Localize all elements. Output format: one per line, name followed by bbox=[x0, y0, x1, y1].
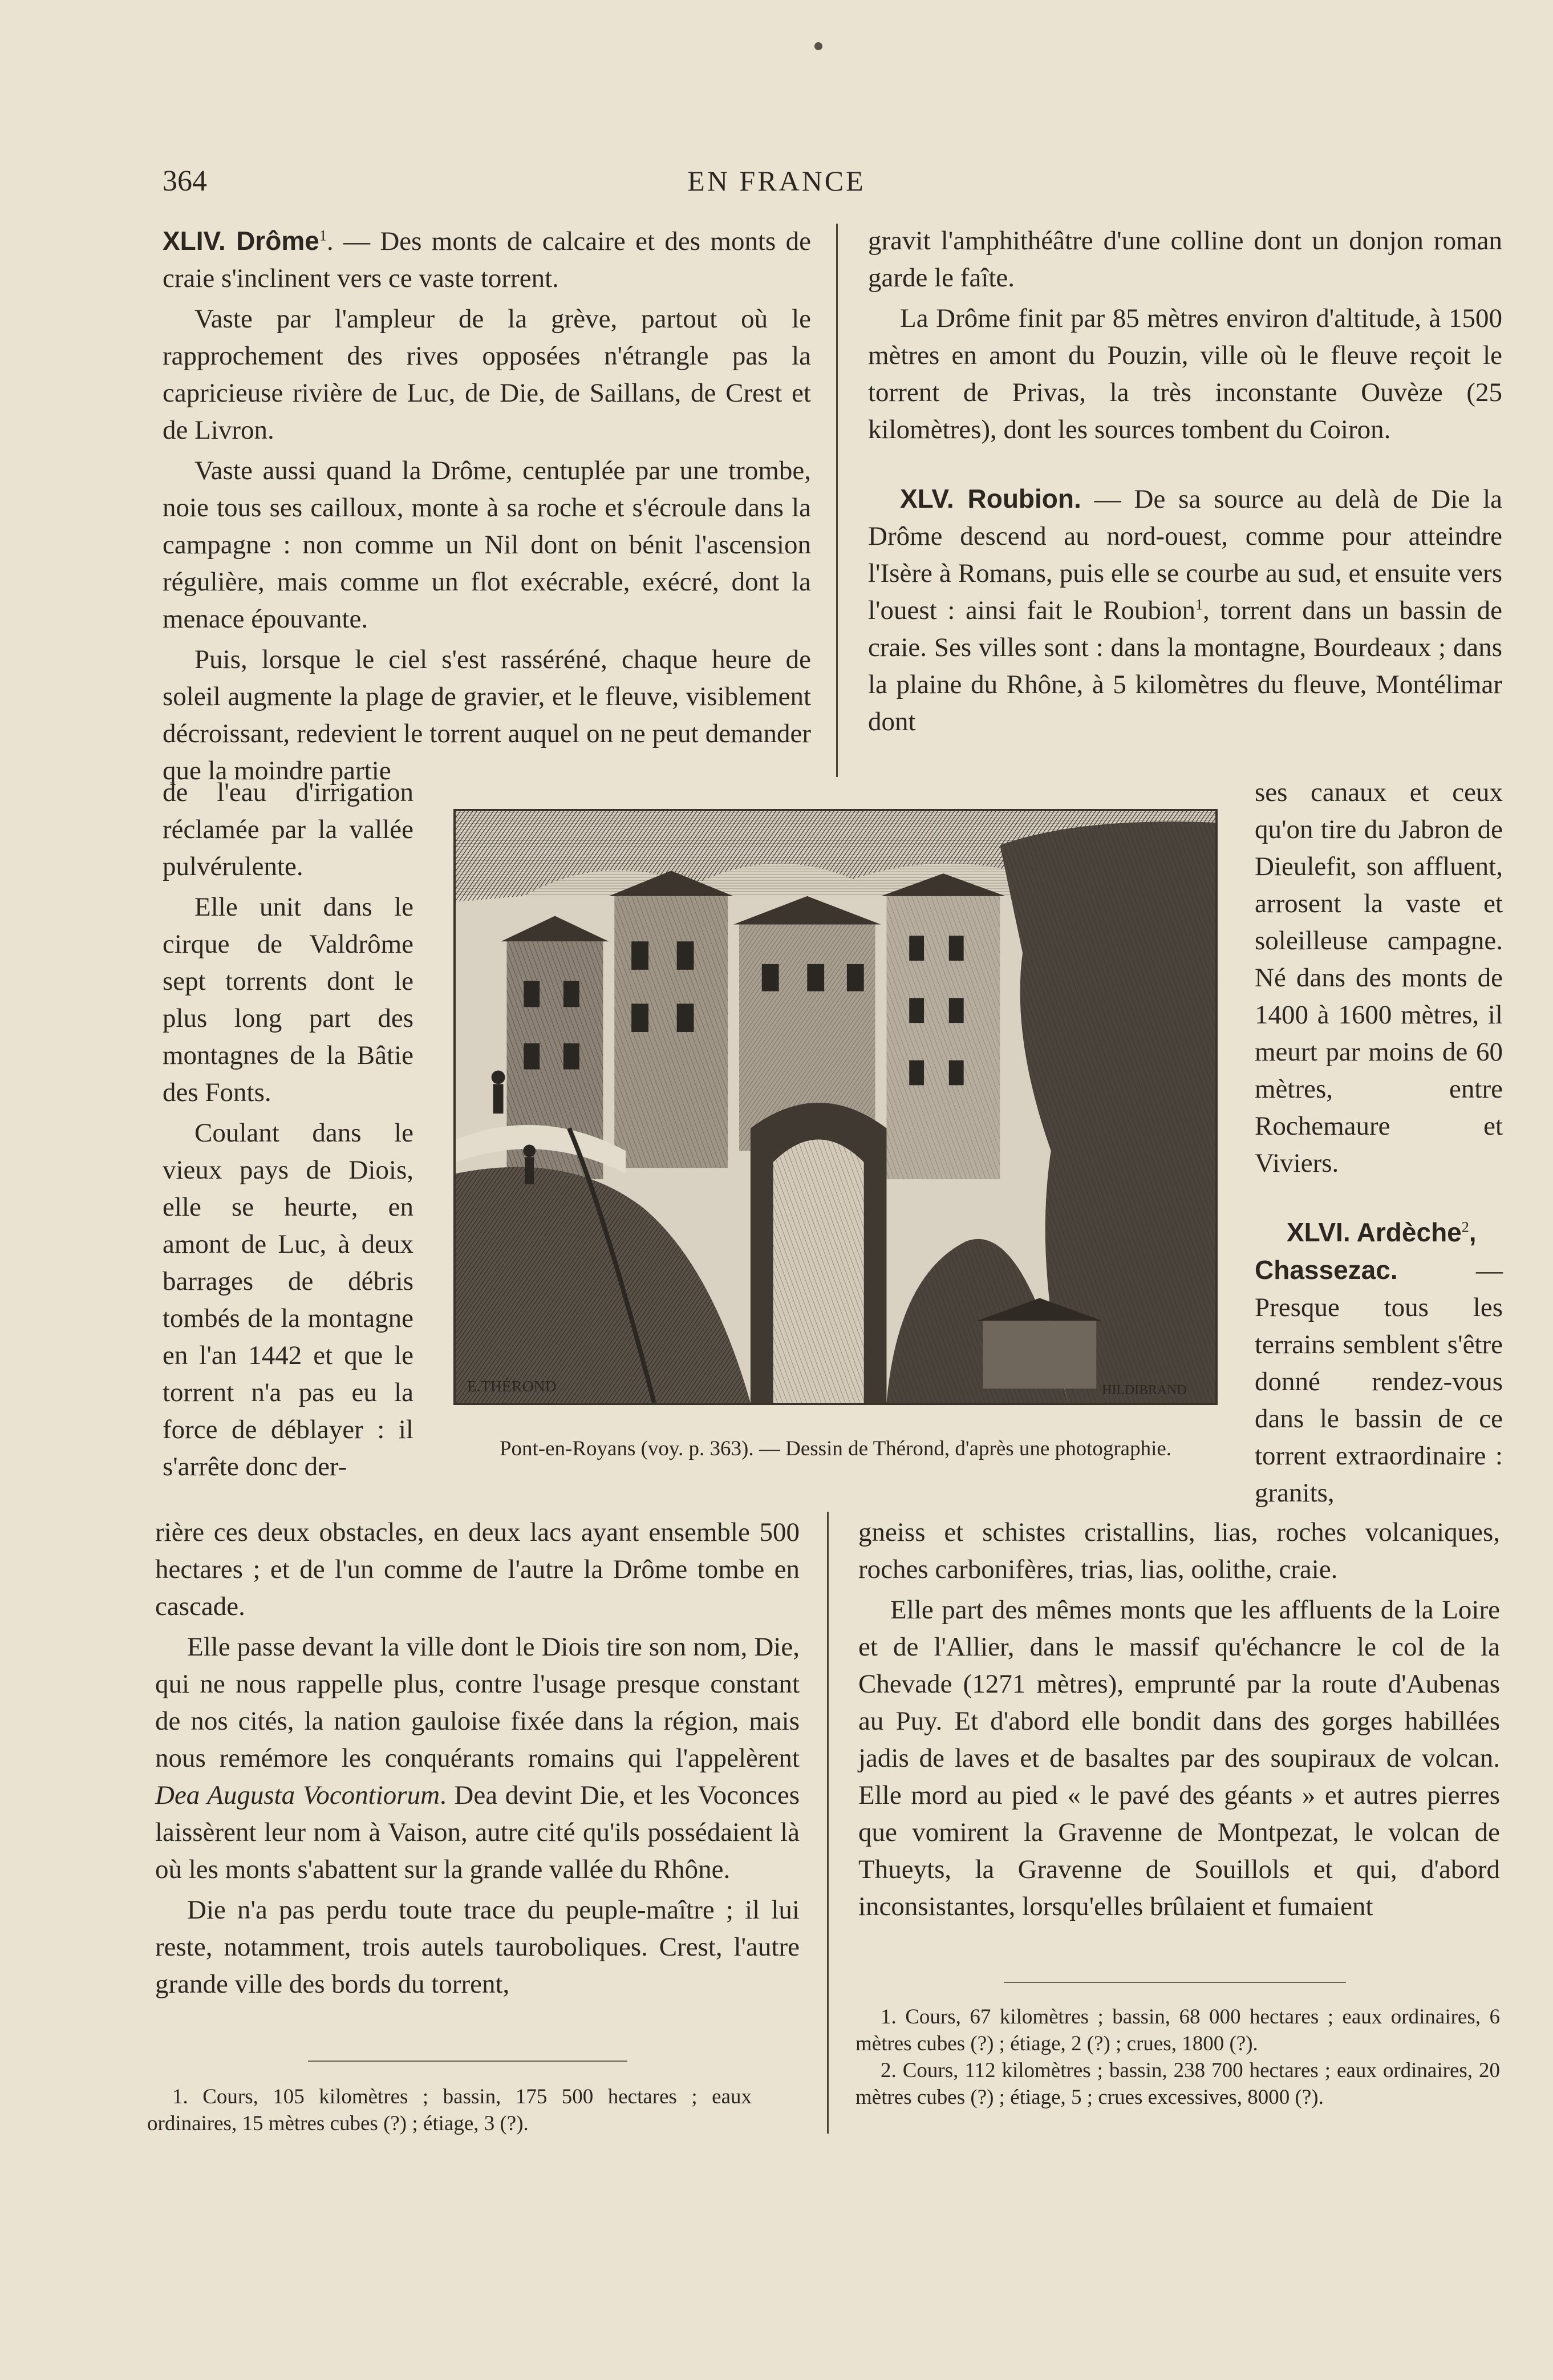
paragraph-text: — Presque tous les terrains semblent s'être donné rendez-vous dans le bassin de ce torrent extraordinaire : granits, bbox=[1255, 1256, 1503, 1508]
right-column-bottom bbox=[858, 1514, 1500, 1925]
footnotes-right bbox=[855, 2003, 1500, 2111]
paragraph: Vaste aussi quand la Drôme, centuplée par une trombe, noie tous ses cailloux, monte à sa roche et s'écroule dans la campagne : non comme un Nil dont on bénit l'ascension régulière, mais comme un flot exécrable, exécré, dont la menace épouvante. bbox=[163, 456, 811, 634]
latin-name: Dea Augusta Vocontiorum bbox=[155, 1780, 440, 1810]
paragraph: Vaste par l'ampleur de la grève, partout où le rapprochement des rives opposées n'étrangle pas la capricieuse rivière de Luc, de Die, de Saillans, de Crest et de Livron. bbox=[163, 304, 811, 445]
footnote-rule bbox=[308, 2061, 627, 2062]
footnote: 1. Cours, 105 kilomètres ; bassin, 175 500 hectares ; eaux ordinaires, 15 mètres cubes (?) ; étiage, 3 (?). bbox=[147, 2085, 752, 2135]
paragraph: Die n'a pas perdu toute trace du peuple-maître ; il lui reste, notamment, trois autels tauroboliques. Crest, l'autre grande ville des bords du torrent, bbox=[155, 1895, 800, 1999]
paragraph: Coulant dans le vieux pays de Diois, elle se heurte, en amont de Luc, à deux barrages de débris tombés de la montagne en l'an 1442 et que le torrent n'a pas eu la force de déblayer : il s'arrête donc der- bbox=[163, 1118, 413, 1482]
engraving-illustration bbox=[453, 809, 1218, 1405]
artist-signature: E.THÉROND bbox=[467, 1378, 557, 1396]
section-heading: XLVI. Ardèche bbox=[1287, 1217, 1462, 1247]
left-column-top bbox=[163, 222, 811, 790]
paragraph: XLVI. Ardèche$^2$, Chassezac. — Presque tous les terrains semblent s'être donné rendez-vous dans le bassin de ce torrent extraordinaire : granits, bbox=[1255, 1217, 1503, 1508]
print-mark bbox=[814, 42, 822, 50]
paragraph-text: . Dea devint Die, et les Voconces laissèrent leur nom à Vaison, autre cité qu'ils possédaient là où les monts s'abattent sur la grande vallée du Rhône. bbox=[155, 1780, 800, 1884]
paragraph: ses canaux et ceux qu'on tire du Jabron de Dieulefit, son affluent, arrosent la vaste et soleilleuse campagne. Né dans des monts de 1400 à 1600 mètres, il meurt par moins de 60 mètres, entre Rochemaure et Viviers. bbox=[1255, 778, 1503, 1178]
engraver-signature: HILDIBRAND bbox=[1102, 1383, 1187, 1398]
section-heading-2: Chassezac. bbox=[1255, 1255, 1398, 1285]
paragraph: rière ces deux obstacles, en deux lacs ayant ensemble 500 hectares ; et de l'un comme de l'autre la Drôme tombe en cascade. bbox=[155, 1517, 800, 1621]
column-rule bbox=[827, 1512, 829, 2134]
paragraph bbox=[155, 1629, 800, 1888]
paragraph: Elle part des mêmes monts que les affluents de la Loire et de l'Allier, dans le massif qu'échancre le col de la Chevade (1271 mètres), emprunté par la route d'Aubenas au Puy. Et d'abord elle bondit dans des gorges habillées jadis de laves et de basaltes par des soupiraux de volcan. Elle mord au pied « le pavé des géants » et autres pierres que vomirent la Gravenne de Montpezat, le volcan de Thueyts, la Gravenne de Souillols et qui, d'abord inconsistantes, lorsqu'elles brûlaient et fumaient bbox=[858, 1595, 1500, 1921]
paragraph-text: , torrent dans un bassin de craie. Ses villes sont : dans la montagne, Bourdeaux ; dans la plaine du Rhône, à 5 kilomètres du fleuve, Montélimar dont bbox=[868, 596, 1502, 736]
illustration-caption: Pont-en-Royans (voy. p. 363). — Dessin de Thérond, d'après une photographie. bbox=[499, 1437, 1172, 1460]
footnote-rule bbox=[1004, 1982, 1346, 1983]
footnote-ref: 1 bbox=[1195, 596, 1203, 613]
paragraph-text: — De sa source au delà de Die la Drôme descend au nord-ouest, comme pour atteindre l'Isère à Romans, puis elle se courbe au sud, et ensuite vers l'ouest : ainsi fait le Roubion bbox=[868, 484, 1502, 625]
right-column-narrow bbox=[1255, 774, 1503, 1512]
column-rule bbox=[836, 224, 838, 777]
page-number: 364 bbox=[163, 165, 207, 197]
running-title: EN FRANCE bbox=[687, 165, 866, 197]
paragraph-text: Elle passe devant la ville dont le Diois tire son nom, Die, qui ne nous rappelle plus, contre l'usage presque constant de nos cités, la nation gauloise fixée dans la région, mais nous remémore les conquérants romains qui l'appelèrent bbox=[155, 1632, 800, 1773]
paragraph: gneiss et schistes cristallins, lias, roches volcaniques, roches carbonifères, trias, lias, oolithe, craie. bbox=[858, 1517, 1500, 1584]
left-column-bottom bbox=[155, 1514, 800, 2003]
right-column-top bbox=[868, 222, 1502, 740]
footnote-ref: 2 bbox=[1461, 1219, 1469, 1236]
paragraph: La Drôme finit par 85 mètres environ d'altitude, à 1500 mètres en amont du Pouzin, ville où le fleuve reçoit le torrent de Privas, la très inconstante Ouvèze (25 kilomètres), dont les sources tombent du Coiron. bbox=[868, 303, 1502, 444]
paragraph: de l'eau d'irrigation réclamée par la vallée pulvérulente. bbox=[163, 778, 413, 881]
footnote: 1. Cours, 67 kilomètres ; bassin, 68 000 hectares ; eaux ordinaires, 6 mètres cubes (?) ; étiage, 2 (?) ; crues, 1800 (?). bbox=[855, 2005, 1500, 2055]
paragraph: Elle unit dans le cirque de Valdrôme sept torrents dont le plus long part des montagnes de la Bâtie des Fonts. bbox=[163, 892, 413, 1107]
paragraph: Puis, lorsque le ciel s'est rasséréné, chaque heure de soleil augmente la plage de gravier, et le fleuve, visiblement décroissant, redevient le torrent auquel on ne peut demander que la moindre partie bbox=[163, 645, 811, 786]
footnote-ref: 1 bbox=[319, 227, 327, 244]
paragraph: gravit l'amphithéâtre d'une colline dont un donjon roman garde le faîte. bbox=[868, 226, 1502, 293]
footnote: 2. Cours, 112 kilomètres ; bassin, 238 700 hectares ; eaux ordinaires, 20 mètres cubes (?) ; étiage, 5 ; crues excessives, 8000 (?). bbox=[855, 2059, 1500, 2109]
paragraph-text: . — Des monts de calcaire et des monts de craie s'inclinent vers ce vaste torrent. bbox=[163, 226, 811, 293]
paragraph bbox=[163, 222, 811, 297]
footnotes-left bbox=[147, 2083, 752, 2137]
section-heading: XLIV. Drôme bbox=[163, 226, 319, 256]
left-column-narrow bbox=[163, 774, 413, 1486]
section-heading: XLV. Roubion. bbox=[900, 484, 1081, 513]
paragraph bbox=[868, 480, 1502, 740]
engraving-image bbox=[456, 811, 1215, 1403]
